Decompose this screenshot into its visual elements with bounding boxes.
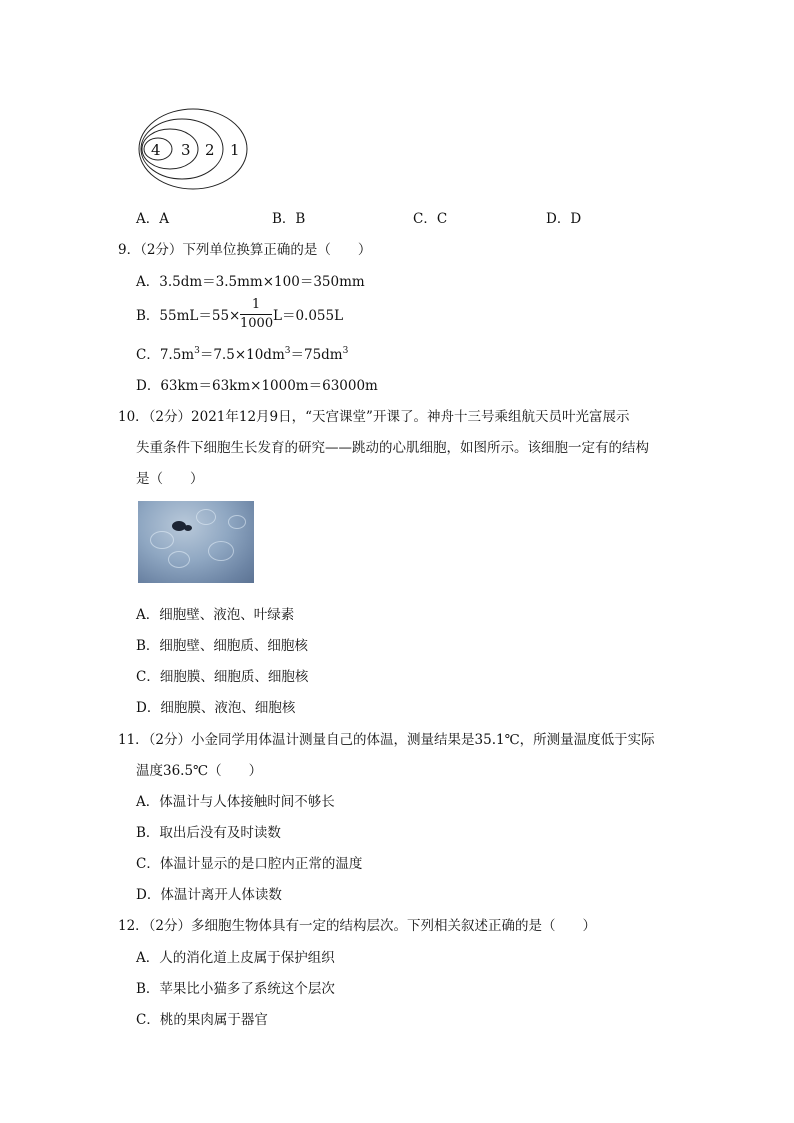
q9-option-c-sup3: 3 <box>342 346 349 356</box>
q10-option-b[interactable]: B．细胞壁、细胞质、细胞核 <box>136 638 308 654</box>
photo-cell-outline <box>208 541 234 561</box>
photo-cell-outline <box>168 551 190 568</box>
photo-cell-outline <box>196 509 216 525</box>
q11-stem-line2: 温度36.5℃（ ） <box>136 763 263 779</box>
q8-option-a[interactable]: A．A <box>136 211 169 227</box>
q9-option-c-part3: ＝75dm <box>290 347 343 363</box>
photo-cell-outline <box>228 515 246 529</box>
q9-option-b-prefix[interactable]: B．55mL＝55× <box>136 308 241 324</box>
q10-stem-line1: 10．（2分）2021年12月9日，“天宫课堂”开课了。神舟十三号乘组航天员叶光富展示 <box>118 409 630 425</box>
diagram-label-1: 1 <box>230 141 240 159</box>
q12-option-b[interactable]: B．苹果比小猫多了系统这个层次 <box>136 981 335 997</box>
q11-option-c[interactable]: C．体温计显示的是口腔内正常的温度 <box>136 856 363 872</box>
fraction-bar <box>240 314 272 315</box>
q10-stem-line2: 失重条件下细胞生长发育的研究——跳动的心肌细胞，如图所示。该细胞一定有的结构 <box>136 440 649 456</box>
heart-muscle-cell-photo <box>138 501 254 583</box>
q9-option-c-sup2: 3 <box>284 346 291 356</box>
q11-stem-line1: 11．（2分）小金同学用体温计测量自己的体温，测量结果是35.1℃，所测量温度低于实际 <box>118 732 655 748</box>
q10-stem-line3: 是（ ） <box>136 471 204 487</box>
q9-option-b-suffix: L＝0.055L <box>273 308 344 324</box>
q10-option-a[interactable]: A．细胞壁、液泡、叶绿素 <box>136 607 295 623</box>
q10-option-c[interactable]: C．细胞膜、细胞质、细胞核 <box>136 669 309 685</box>
diagram-label-2: 2 <box>205 141 215 159</box>
q10-option-d[interactable]: D．细胞膜、液泡、细胞核 <box>136 700 296 716</box>
q9-option-c[interactable] <box>136 343 348 363</box>
fraction-numerator: 1 <box>251 297 261 312</box>
q11-option-d[interactable]: D．体温计离开人体读数 <box>136 887 282 903</box>
nested-circles-diagram <box>138 108 250 192</box>
q9-option-a[interactable]: A．3.5dm＝3.5mm×100＝350mm <box>136 274 365 290</box>
q9-option-b-fraction <box>240 297 272 333</box>
diagram-label-4: 4 <box>151 141 161 159</box>
q8-options <box>136 207 656 227</box>
q9-option-c-part2: ＝7.5×10dm <box>199 347 285 363</box>
q11-option-b[interactable]: B．取出后没有及时读数 <box>136 825 281 841</box>
q8-option-b[interactable]: B．B <box>272 211 306 227</box>
q9-option-c-part1: C．7.5m <box>136 347 195 363</box>
diagram-label-3: 3 <box>181 141 191 159</box>
photo-dark-spot-small <box>184 525 192 531</box>
q9-option-d[interactable]: D．63km＝63km×1000m＝63000m <box>136 378 378 394</box>
q12-option-c[interactable]: C．桃的果肉属于器官 <box>136 1012 268 1028</box>
q12-option-a[interactable]: A．人的消化道上皮属于保护组织 <box>136 950 335 966</box>
q9-stem: 9．（2分）下列单位换算正确的是（ ） <box>118 242 372 258</box>
q12-stem: 12．（2分）多细胞生物体具有一定的结构层次。下列相关叙述正确的是（ ） <box>118 918 597 934</box>
q8-option-c[interactable]: C．C <box>413 211 448 227</box>
q11-option-a[interactable]: A．体温计与人体接触时间不够长 <box>136 794 335 810</box>
photo-cell-outline <box>150 531 174 549</box>
q9-option-c-sup1: 3 <box>194 346 200 356</box>
q8-option-d[interactable]: D．D <box>546 211 582 227</box>
fraction-denominator: 1000 <box>240 316 274 331</box>
